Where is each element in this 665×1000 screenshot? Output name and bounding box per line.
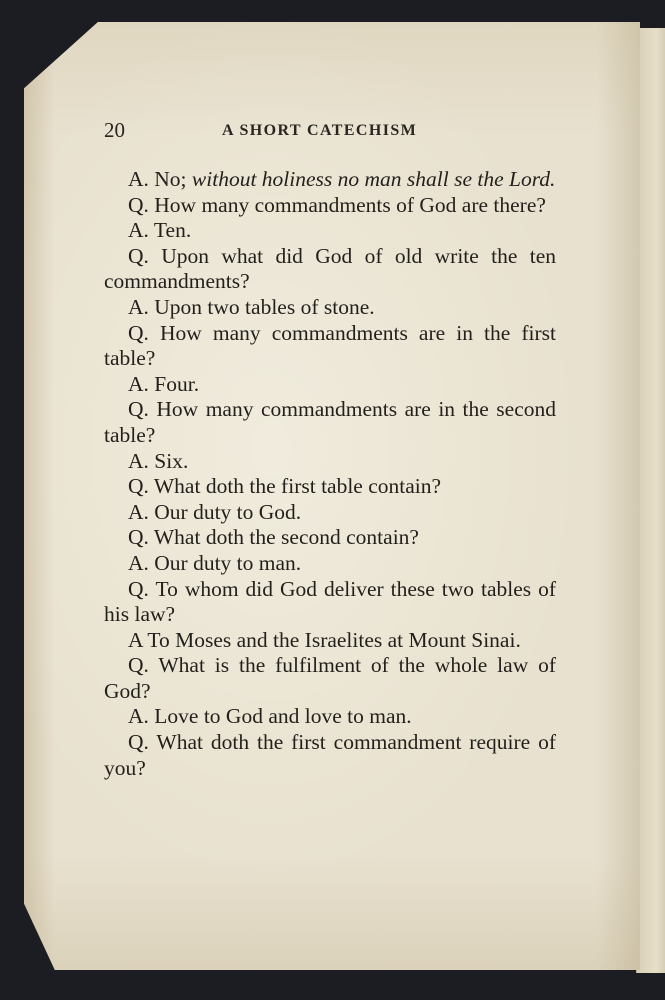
question-paragraph: Q. Upon what did God of old write the ten commandments?	[104, 243, 556, 294]
page-number: 20	[104, 118, 125, 142]
adjacent-page-edge	[636, 28, 665, 973]
answer-paragraph: A To Moses and the Israelites at Mount Sinai.	[128, 627, 521, 652]
question-paragraph: Q. How many commandments of God are there?	[128, 192, 546, 217]
question-paragraph: Q. What doth the first commandment require of you?	[104, 730, 556, 780]
answer-italic: without holiness no man shall se the Lord.	[191, 167, 556, 191]
question-paragraph: Q. What is the fulfilment of the whole law of God?	[104, 653, 556, 703]
question-paragraph: Q. What doth the second contain?	[128, 525, 419, 550]
answer-paragraph: A. Ten.	[128, 218, 192, 243]
answer-paragraph: A. Four.	[128, 371, 200, 396]
answer-paragraph: A. Upon two tables of stone.	[128, 294, 375, 319]
catechism-text	[104, 167, 556, 781]
answer-paragraph: A. Six.	[128, 448, 189, 473]
answer-paragraph	[104, 167, 556, 193]
answer-paragraph: A. Our duty to man.	[128, 550, 302, 575]
answer-paragraph: A. Our duty to God.	[128, 499, 302, 524]
question-paragraph: Q. To whom did God deliver these two tables of his law?	[104, 576, 556, 627]
question-paragraph: Q. What doth the first table contain?	[128, 474, 442, 499]
answer-prefix: A. No;	[128, 167, 192, 191]
page-header	[104, 118, 634, 148]
running-head: A SHORT CATECHISM	[222, 122, 418, 139]
question-paragraph: Q. How many commandments are in the first table?	[104, 320, 556, 371]
answer-paragraph: A. Love to God and love to man.	[128, 704, 412, 729]
question-paragraph: Q. How many commandments are in the second table?	[104, 397, 556, 447]
